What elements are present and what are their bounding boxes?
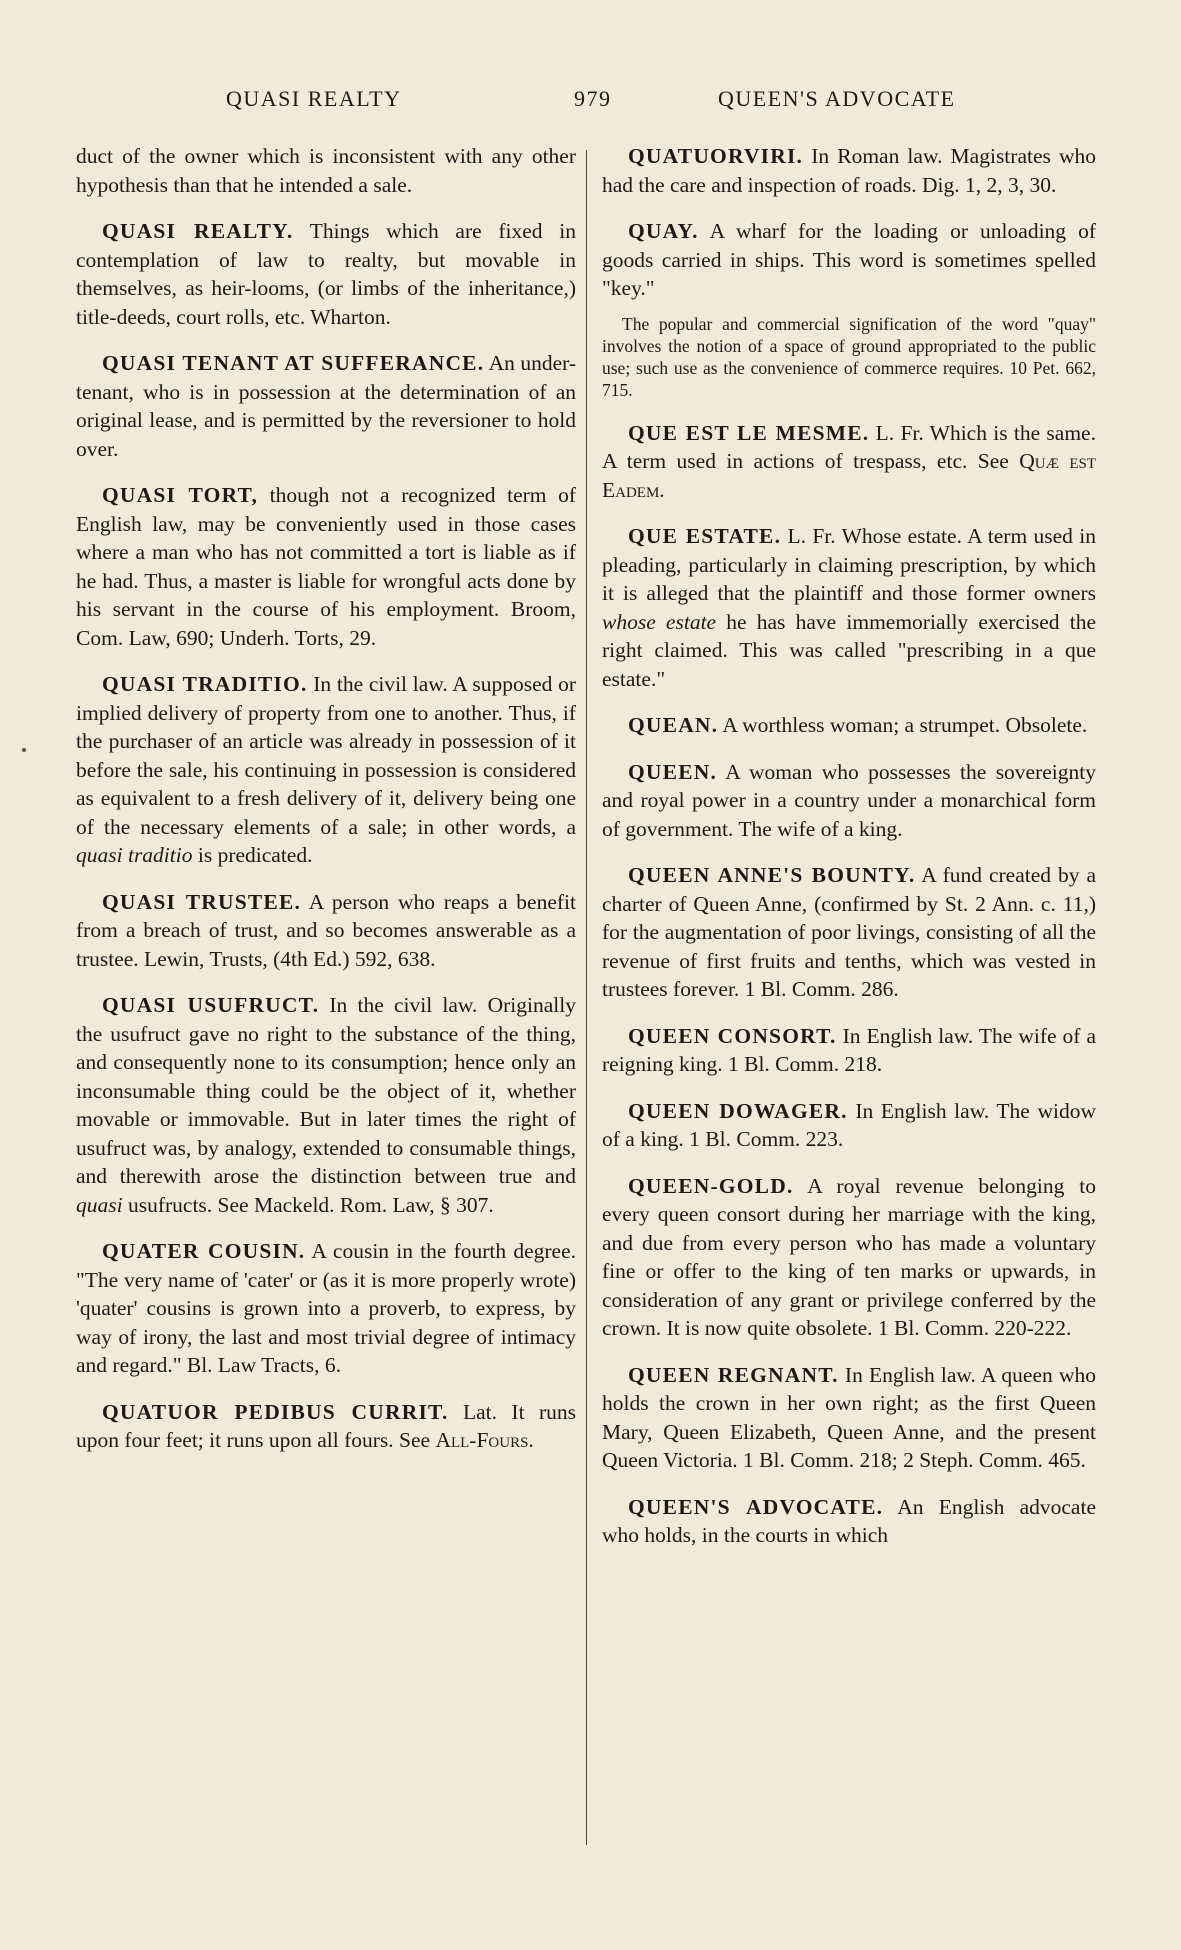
- entry-que-estate: [602, 522, 1096, 693]
- headword: QUASI TRADITIO.: [102, 672, 308, 696]
- cross-reference: Quæ est Eadem.: [602, 449, 1096, 502]
- print-speck: [22, 748, 26, 752]
- definition-end: he has have immemorially exercised the right claimed. This was called "prescribing in a que estate.": [602, 609, 1096, 691]
- definition: An under-tenant, who is in possession at the determination of an original lease, and is permitted by the reversioner to hold over.: [76, 351, 576, 461]
- definition: A cousin in the fourth degree. "The very name of 'cater' or (as it is more properly wrote) 'quater' cousins is grown into a proverb, to express, by way of irony, the last and most trivial degree of intimacy and regard." Bl. Law Tracts, 6.: [76, 1239, 576, 1377]
- entry-quay: [602, 217, 1096, 303]
- headword: QUEEN CONSORT.: [628, 1023, 837, 1048]
- definition-italic: quasi: [76, 1192, 123, 1217]
- definition: A woman who possesses the sovereignty and royal power in a country under a monarchical form of government. The wife of a king.: [602, 759, 1096, 841]
- definition: In the civil law. Originally the usufruct gave no right to the substance of the thing, and consequently none to its consumption; hence only an inconsumable thing could be the object of it, whether movable or immovable. But in later times the right of usufruct was, by analogy, extended to consumable things, and therewith arose the distinction between true and: [76, 993, 576, 1188]
- headword: QUEEN-GOLD.: [628, 1173, 794, 1198]
- left-column: [76, 142, 576, 1473]
- column-divider: [586, 150, 587, 1845]
- headword: QUEAN.: [628, 713, 719, 737]
- continuation-text: [76, 142, 576, 199]
- entry-queen-regnant: [602, 1361, 1096, 1475]
- entry-queen-gold: [602, 1172, 1096, 1343]
- entry-queen-annes-bounty: [602, 861, 1096, 1004]
- header-left-guide-word: QUASI REALTY: [226, 86, 402, 111]
- headword: QUATUORVIRI.: [628, 144, 804, 168]
- definition: An English advocate who holds, in the courts in which: [602, 1494, 1096, 1547]
- headword: QUEEN ANNE'S BOUNTY.: [628, 863, 916, 887]
- right-column: [602, 142, 1096, 1568]
- definition: In English law. The wife of a reigning king. 1 Bl. Comm. 218.: [602, 1023, 1096, 1076]
- definition: A fund created by a charter of Queen Anne, (confirmed by St. 2 Ann. c. 11,) for the augmentation of poor livings, consisting of all the revenue of first fruits and tenths, which was vested in trustees forever. 1 Bl. Comm. 286.: [602, 863, 1096, 1001]
- entry-quasi-usufruct: [76, 991, 576, 1219]
- headword: QUEEN'S ADVOCATE.: [628, 1494, 884, 1519]
- cross-reference: All-Fours.: [435, 1428, 534, 1452]
- headword: QUEEN DOWAGER.: [628, 1098, 848, 1123]
- headword: QUAY.: [628, 219, 699, 243]
- entry-quatuorviri: [602, 142, 1096, 199]
- definition: L. Fr. Whose estate. A term used in pleading, particularly in claiming prescription, by which it is alleged that the plaintiff and those former owners: [602, 524, 1096, 605]
- definition: A person who reaps a benefit from a breach of trust, and so becomes answerable as a trustee. Lewin, Trusts, (4th Ed.) 592, 638.: [76, 889, 576, 971]
- definition: though not a recognized term of English law, may be conveniently used in those cases where a man who has not committed a tort is liable as if he had. Thus, a master is liable for wrongful acts done by his servant in the course of his employment. Broom, Com. Law, 690; Underh. Torts, 29.: [76, 483, 576, 650]
- entry-quater-cousin: [76, 1237, 576, 1380]
- definition: A wharf for the loading or unloading of goods carried in ships. This word is sometimes spelled "key.": [602, 219, 1096, 300]
- definition: L. Fr. Which is the same. A term used in actions of trespass, etc. See: [602, 420, 1096, 473]
- definition: In Roman law. Magistrates who had the care and inspection of roads. Dig. 1, 2, 3, 30.: [602, 144, 1096, 197]
- headword: QUATUOR PEDIBUS CURRIT.: [102, 1399, 449, 1424]
- definition-end: is predicated.: [192, 843, 313, 867]
- running-header: [0, 86, 1181, 122]
- entry-quatuor-pedibus-currit: [76, 1398, 576, 1455]
- entry-queen: [602, 758, 1096, 844]
- entry-quasi-tort: [76, 481, 576, 652]
- definition: A worthless woman; a strumpet. Obsolete.: [718, 713, 1088, 737]
- definition: Things which are fixed in contemplation of law to realty, but movable in themselves, as heir-looms, (or limbs of the inheritance,) title-deeds, court rolls, etc. Wharton.: [76, 219, 576, 329]
- headword: QUASI REALTY.: [102, 219, 294, 243]
- definition: Lat. It runs upon four feet; it runs upon all fours. See: [76, 1399, 577, 1452]
- definition: In English law. The widow of a king. 1 Bl. Comm. 223.: [602, 1098, 1096, 1151]
- headword: QUASI TENANT AT SUFFERANCE.: [102, 351, 485, 375]
- note-text: The popular and commercial signification of the word "quay" involves the notion of a space of ground appropriated to the public use; such use as the convenience of commerce requires. 10 Pet. 662, 715.: [602, 313, 1096, 400]
- entry-queens-advocate: [602, 1493, 1096, 1550]
- headword: QUATER COUSIN.: [102, 1239, 306, 1263]
- quay-note: [602, 313, 1096, 401]
- header-right-guide-word: QUEEN'S ADVOCATE: [718, 86, 956, 111]
- headword: QUEEN REGNANT.: [628, 1362, 839, 1387]
- definition-italic: whose estate: [602, 609, 717, 634]
- headword: QUEEN.: [628, 759, 718, 784]
- headword: QUASI USUFRUCT.: [102, 993, 320, 1017]
- entry-queen-consort: [602, 1022, 1096, 1079]
- page-number: 979: [574, 86, 612, 111]
- headword: QUE ESTATE.: [628, 524, 782, 548]
- entry-queen-dowager: [602, 1097, 1096, 1154]
- entry-que-est-le-mesme: [602, 419, 1096, 505]
- entry-quasi-traditio: [76, 670, 576, 870]
- entry-quasi-realty: [76, 217, 576, 331]
- definition-end: usufructs. See Mackeld. Rom. Law, § 307.: [122, 1192, 494, 1217]
- definition: In the civil law. A supposed or implied delivery of property from one to another. Thus, if the purchaser of an article was already in possession of it before the sale, his continuing in possession is considered as equivalent to a fresh delivery of it, delivery being one of the necessary elements of a sale; in other words, a: [76, 672, 576, 839]
- headword: QUASI TRUSTEE.: [102, 889, 302, 914]
- headword: QUE EST LE MESME.: [628, 420, 870, 445]
- headword: QUASI TORT,: [102, 483, 259, 507]
- definition: In English law. A queen who holds the crown in her own right; as the first Queen Mary, Queen Elizabeth, Queen Anne, and the present Queen Victoria. 1 Bl. Comm. 218; 2 Steph. Comm. 465.: [602, 1362, 1096, 1472]
- definition-italic: quasi traditio: [76, 843, 193, 867]
- entry-quean: [602, 711, 1096, 740]
- continuation-paragraph: duct of the owner which is inconsistent with any other hypothesis than that he intended a sale.: [76, 144, 576, 197]
- definition: A royal revenue belonging to every queen consort during her marriage with the king, and due from every person who has made a voluntary fine or offer to the king of ten marks or upwards, in consideration of any grant or privilege conferred by the crown. It is now quite obsolete. 1 Bl. Comm. 220-222.: [602, 1173, 1096, 1340]
- entry-quasi-trustee: [76, 888, 576, 974]
- entry-quasi-tenant-at-sufferance: [76, 349, 576, 463]
